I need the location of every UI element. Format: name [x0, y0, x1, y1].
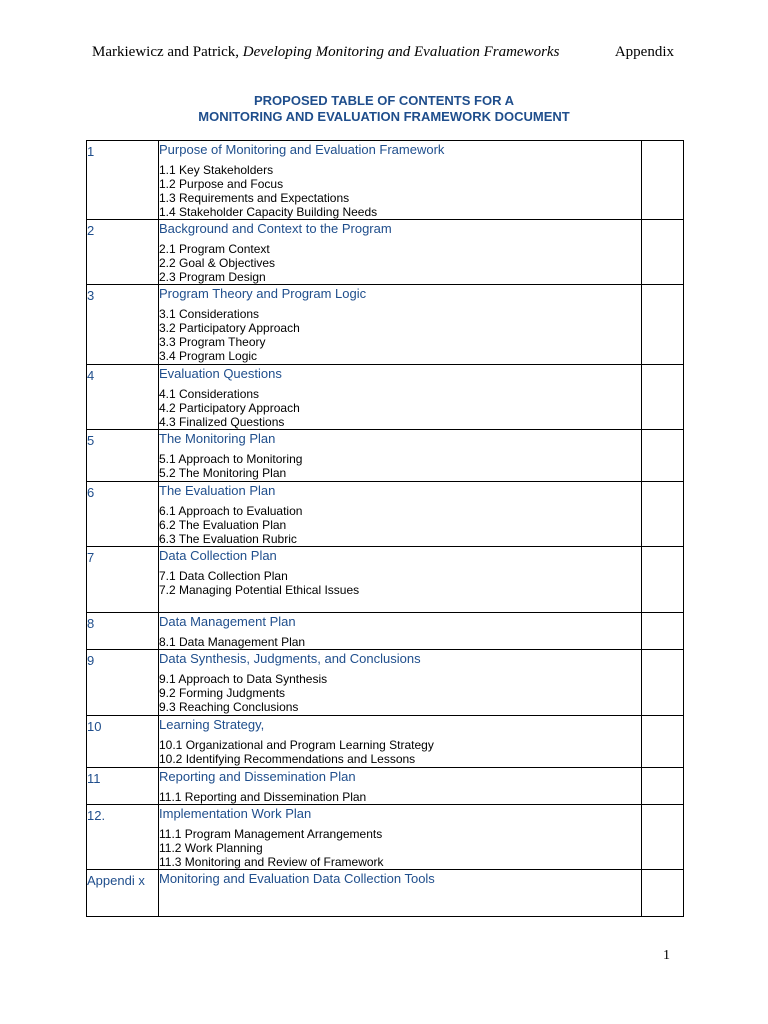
toc-row	[87, 365, 684, 430]
toc-row	[87, 547, 684, 613]
toc-row	[87, 482, 684, 547]
subsection-item: 2.1 Program Context	[159, 242, 270, 256]
section-content	[159, 805, 642, 870]
toc-row	[87, 805, 684, 870]
blank-cell	[642, 805, 684, 870]
header-section-label: Appendix	[614, 44, 674, 60]
section-content	[159, 613, 642, 650]
section-number: 2	[87, 220, 159, 285]
section-content	[159, 716, 642, 768]
subsection-item: 10.2 Identifying Recommendations and Lessons	[159, 752, 416, 766]
section-title: Reporting and Dissemination Plan	[159, 769, 356, 784]
section-content	[159, 365, 642, 430]
subsection-item: 1.2 Purpose and Focus	[159, 177, 284, 191]
document-heading	[86, 93, 682, 125]
toc-row	[87, 716, 684, 768]
toc-row	[87, 285, 684, 365]
blank-cell	[642, 430, 684, 482]
subsection-item: 6.2 The Evaluation Plan	[159, 518, 287, 532]
subsection-item: 11.1 Reporting and Dissemination Plan	[159, 790, 367, 804]
blank-cell	[642, 613, 684, 650]
subsection-item: 1.4 Stakeholder Capacity Building Needs	[159, 205, 378, 219]
subsection-item: 3.1 Considerations	[159, 307, 260, 321]
section-content	[159, 547, 642, 613]
heading-line-1: PROPOSED TABLE OF CONTENTS FOR A	[253, 93, 514, 108]
section-content	[159, 220, 642, 285]
blank-cell	[642, 870, 684, 917]
subsection-item: 11.2 Work Planning	[159, 841, 263, 855]
table-of-contents	[86, 140, 684, 917]
blank-cell	[642, 650, 684, 716]
subsection-item: 4.1 Considerations	[159, 387, 260, 401]
section-content	[159, 285, 642, 365]
section-number: 9	[87, 650, 159, 716]
subsection-item: 9.2 Forming Judgments	[159, 686, 286, 700]
section-number: 12.	[87, 805, 159, 870]
section-title: Learning Strategy,	[159, 717, 265, 732]
section-title: Implementation Work Plan	[159, 806, 312, 821]
subsection-item: 9.3 Reaching Conclusions	[159, 700, 299, 714]
section-title: Program Theory and Program Logic	[159, 286, 367, 301]
heading-line-2: MONITORING AND EVALUATION FRAMEWORK DOCUMENT	[198, 109, 570, 124]
section-content	[159, 482, 642, 547]
section-number: 6	[87, 482, 159, 547]
subsection-item: 4.2 Participatory Approach	[159, 401, 300, 415]
blank-cell	[642, 141, 684, 220]
section-number: 4	[87, 365, 159, 430]
section-content	[159, 768, 642, 805]
subsection-item: 7.2 Managing Potential Ethical Issues	[159, 583, 360, 597]
blank-cell	[642, 768, 684, 805]
blank-cell	[642, 220, 684, 285]
section-title: Purpose of Monitoring and Evaluation Framework	[159, 142, 445, 157]
blank-cell	[642, 716, 684, 768]
blank-cell	[642, 547, 684, 613]
section-content	[159, 870, 642, 917]
blank-cell	[642, 285, 684, 365]
subsection-item: 10.1 Organizational and Program Learning Strategy	[159, 738, 434, 752]
subsection-item: 9.1 Approach to Data Synthesis	[159, 672, 328, 686]
section-title: Data Management Plan	[159, 614, 296, 629]
running-header	[92, 42, 682, 62]
section-number: 8	[87, 613, 159, 650]
subsection-item: 2.2 Goal & Objectives	[159, 256, 276, 270]
subsection-item: 3.3 Program Theory	[159, 335, 266, 349]
page-number: 1	[663, 948, 670, 963]
section-title: The Evaluation Plan	[159, 483, 276, 498]
section-number: 3	[87, 285, 159, 365]
section-title: Data Synthesis, Judgments, and Conclusions	[159, 651, 421, 666]
subsection-item: 1.1 Key Stakeholders	[159, 163, 274, 177]
toc-row	[87, 650, 684, 716]
header-authors: Markiewicz and Patrick,	[92, 44, 243, 60]
subsection-item: 11.1 Program Management Arrangements	[159, 827, 383, 841]
subsection-item: 1.3 Requirements and Expectations	[159, 191, 350, 205]
section-title: Background and Context to the Program	[159, 221, 392, 236]
section-number: 7	[87, 547, 159, 613]
section-number: 5	[87, 430, 159, 482]
toc-row	[87, 141, 684, 220]
subsection-item: 5.1 Approach to Monitoring	[159, 452, 303, 466]
toc-row	[87, 768, 684, 805]
section-content	[159, 430, 642, 482]
subsection-item: 6.3 The Evaluation Rubric	[159, 532, 297, 546]
subsection-item: 5.2 The Monitoring Plan	[159, 466, 287, 480]
subsection-item: 2.3 Program Design	[159, 270, 266, 284]
subsection-item: 6.1 Approach to Evaluation	[159, 504, 303, 518]
section-title: Monitoring and Evaluation Data Collection Tools	[159, 871, 435, 886]
subsection-item: 4.3 Finalized Questions	[159, 415, 285, 429]
section-content	[159, 650, 642, 716]
toc-body	[87, 141, 684, 917]
subsection-item: 7.1 Data Collection Plan	[159, 569, 288, 583]
subsection-item: 3.2 Participatory Approach	[159, 321, 300, 335]
section-number: 11	[87, 768, 159, 805]
section-title: Data Collection Plan	[159, 548, 277, 563]
section-title: Evaluation Questions	[159, 366, 282, 381]
toc-row	[87, 613, 684, 650]
subsection-item: 8.1 Data Management Plan	[159, 635, 306, 649]
section-title: The Monitoring Plan	[159, 431, 276, 446]
toc-row	[87, 220, 684, 285]
subsection-item: 3.4 Program Logic	[159, 349, 258, 363]
section-number: 10	[87, 716, 159, 768]
header-citation	[92, 42, 559, 62]
toc-row	[87, 870, 684, 917]
blank-cell	[642, 365, 684, 430]
subsection-item: 11.3 Monitoring and Review of Framework	[159, 855, 384, 869]
section-number: 1	[87, 141, 159, 220]
section-number: Appendi x	[87, 870, 159, 917]
header-book-title: Developing Monitoring and Evaluation Frameworks	[242, 44, 560, 60]
section-content	[159, 141, 642, 220]
toc-row	[87, 430, 684, 482]
blank-cell	[642, 482, 684, 547]
